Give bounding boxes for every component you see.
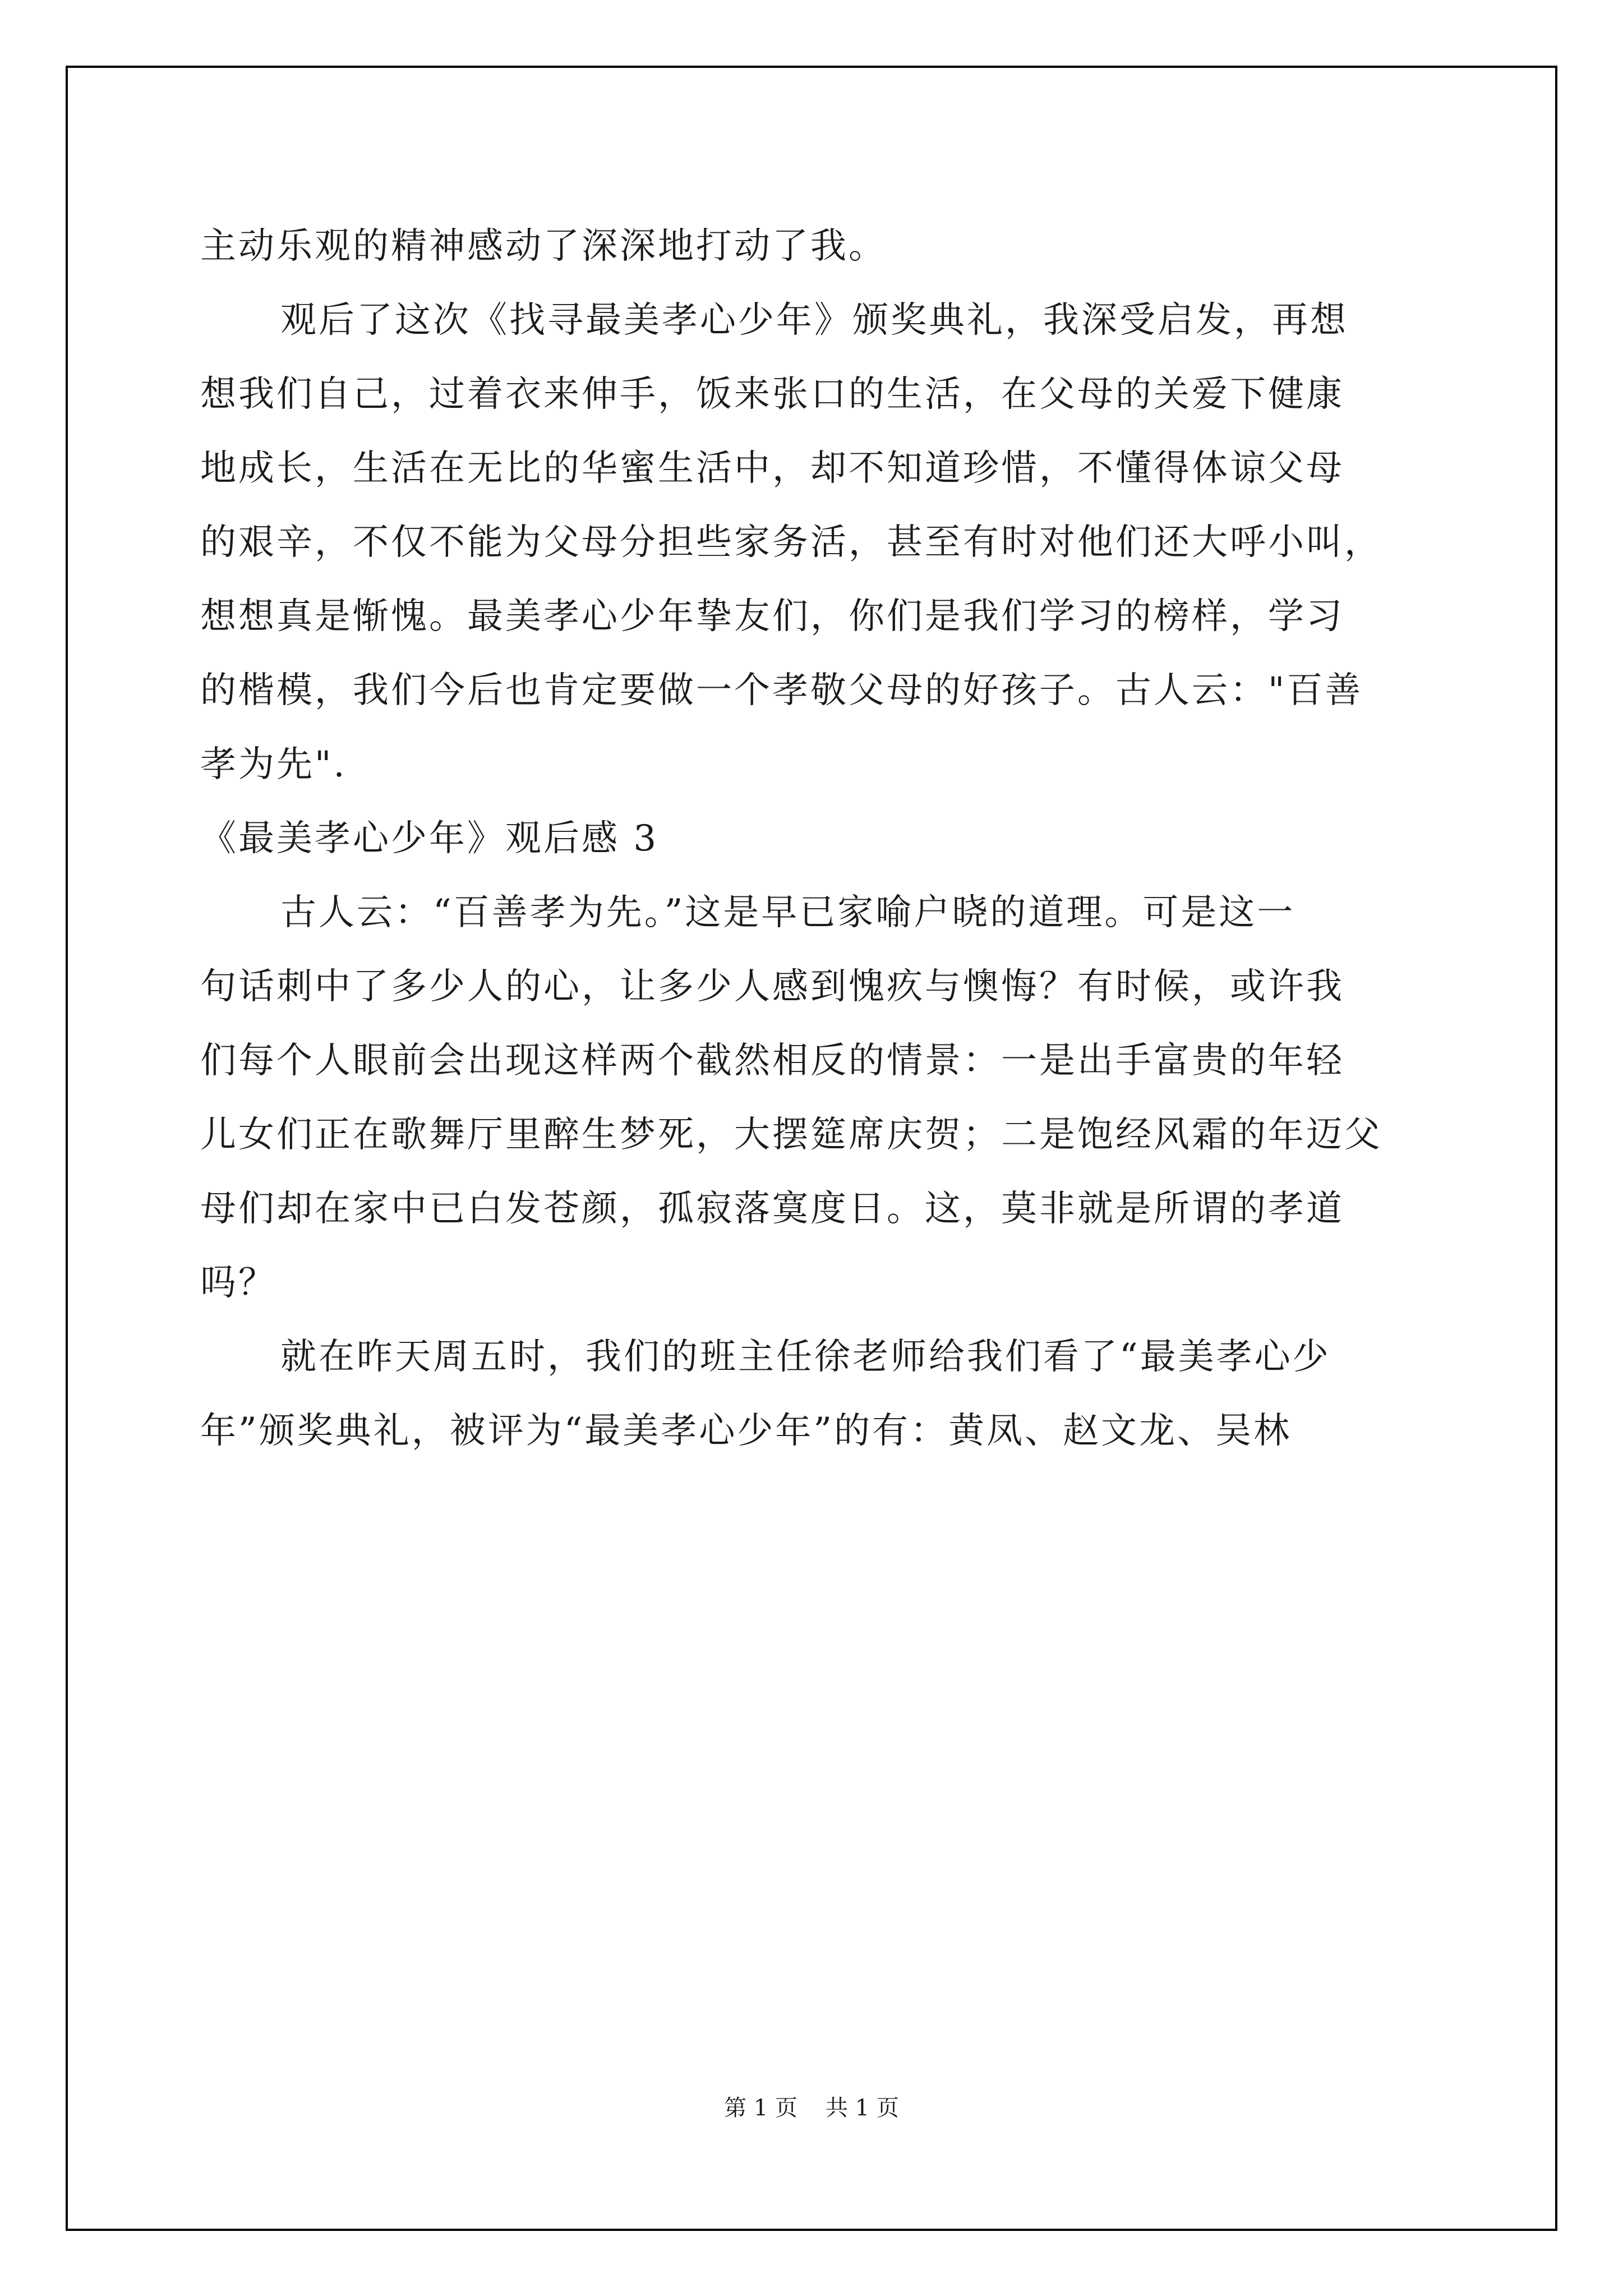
text-line: 的楷模，我们今后也肯定要做一个孝敬父母的好孩子。古人云："百善 [200,670,1363,711]
text-line: 吗？ [200,1262,276,1304]
text-line: 的艰辛，不仅不能为父母分担些家务活，甚至有时对他们还大呼小叫， [200,522,1382,563]
text-line: 句话刺中了多少人的心，让多少人感到愧疚与懊悔？有时候，或许我 [200,966,1344,1007]
text-line: 儿女们正在歌舞厅里醉生梦死，大摆筵席庆贺；二是饱经风霜的年迈父 [200,1114,1382,1156]
text-line: 想想真是惭愧。最美孝心少年挚友们，你们是我们学习的榜样，学习 [200,596,1344,637]
text-line: 年”颁奖典礼，被评为“最美孝心少年”的有：黄凤、赵文龙、吴林 [200,1410,1292,1452]
paragraph-first-line: 就在昨天周五时，我们的班主任徐老师给我们看了“最美孝心少 [280,1336,1331,1378]
text-line: 主动乐观的精神感动了深深地打动了我。 [200,226,887,267]
page-total: 共 1 页 [826,2095,899,2121]
page-footer [0,2091,1623,2125]
text-line: 母们却在家中已白发苍颜，孤寂落寞度日。这，莫非就是所谓的孝道 [200,1188,1344,1230]
text-line: 地成长，生活在无比的华蜜生活中，却不知道珍惜，不懂得体谅父母 [200,448,1344,489]
text-line: 们每个人眼前会出现这样两个截然相反的情景：一是出手富贵的年轻 [200,1040,1344,1082]
paragraph-first-line: 观后了这次《找寻最美孝心少年》颁奖典礼，我深受启发，再想 [280,300,1348,341]
text-line: 想我们自己，过着衣来伸手，饭来张口的生活，在父母的关爱下健康 [200,374,1344,415]
text-line: 孝为先". [200,744,347,785]
page-number: 第 1 页 [724,2095,797,2121]
paragraph-first-line: 古人云：“百善孝为先。”这是早已家喻户晓的道理。可是这一 [280,892,1295,933]
section-heading: 《最美孝心少年》观后感 3 [200,818,659,859]
